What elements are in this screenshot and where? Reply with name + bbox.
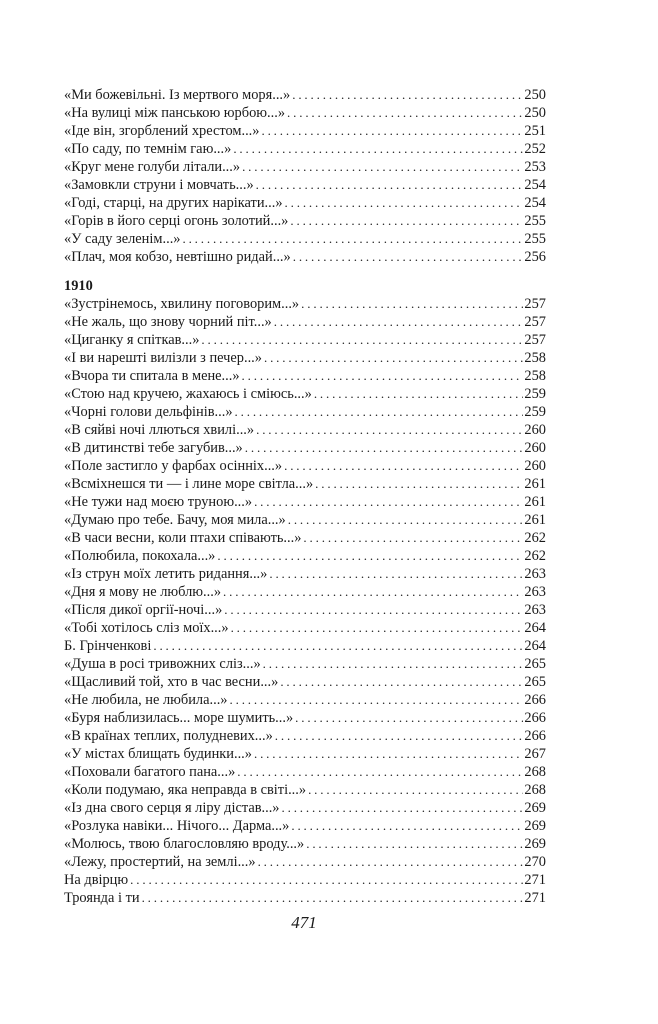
toc-entry-page: 262 [524,548,546,564]
toc-entry-title: «Поле застигло у фарбах осінніх...» [64,458,283,474]
dot-leader [274,313,524,331]
dot-leader [263,655,524,673]
toc-entry [64,331,546,349]
toc-entry-page: 264 [524,620,546,636]
toc-entry-page: 269 [524,800,546,816]
toc-entry-title: «Ми божевільні. Із мертвого моря...» [64,87,291,103]
toc-entry [64,230,546,248]
toc-entry [64,565,546,583]
dot-leader [230,691,524,709]
toc-entry [64,691,546,709]
toc-entry-title: «Буря наблизилась... море шумить...» [64,710,294,726]
dot-leader [292,86,523,104]
toc-entry-page: 263 [524,602,546,618]
toc-entry-title: «Іде він, згорблений хрестом...» [64,123,260,139]
dot-leader [280,673,523,691]
toc-entry-title: «Тобі хотілось сліз моїх...» [64,620,229,636]
toc-entry [64,673,546,691]
dot-leader [235,403,524,421]
toc-entry-page: 254 [524,177,546,193]
toc-entry-title: На двірцю [64,872,129,888]
toc-entry-title: «У саду зеленім...» [64,231,181,247]
toc-entry-title: «Із дна свого серця я ліру дістав...» [64,800,280,816]
toc-entry-page: 262 [524,530,546,546]
toc-entry-page: 261 [524,512,546,528]
toc-entry-title: «Циганку я спіткав...» [64,332,200,348]
toc-entry [64,529,546,547]
toc-group-2 [64,295,546,907]
dot-leader [315,475,523,493]
toc-entry [64,194,546,212]
toc-entry [64,212,546,230]
toc-entry-title: Троянда і ти [64,890,140,906]
dot-leader [231,619,524,637]
toc-entry [64,158,546,176]
dot-leader [201,331,523,349]
toc-entry-page: 264 [524,638,546,654]
dot-leader [217,547,523,565]
toc-entry-title: «Плач, моя кобзо, невтішно ридай...» [64,249,291,265]
toc-entry [64,763,546,781]
dot-leader [258,853,524,871]
dot-leader [285,194,524,212]
toc-entry-page: 269 [524,836,546,852]
dot-leader [223,583,523,601]
toc-entry-title: «Годі, старці, на других нарікати...» [64,195,283,211]
toc-entry-title: «Не любила, не любила...» [64,692,228,708]
toc-entry-page: 260 [524,422,546,438]
toc-entry-page: 255 [524,213,546,229]
dot-leader [242,367,524,385]
toc-entry-title: «Після дикої оргії-ночі...» [64,602,223,618]
toc-entry-title: «У містах блищать будинки...» [64,746,252,762]
toc-entry-title: «В дитинстві тебе загубив...» [64,440,243,456]
toc-entry-page: 266 [524,728,546,744]
dot-leader [291,817,523,835]
toc-entry [64,853,546,871]
toc-entry-title: «Не жаль, що знову чорний піт...» [64,314,272,330]
table-of-contents [64,86,546,907]
toc-entry-page: 265 [524,674,546,690]
dot-leader [284,457,523,475]
toc-entry-title: «Коли подумаю, яка неправда в світі...» [64,782,307,798]
toc-entry-page: 271 [524,872,546,888]
toc-entry-title: «Зустрінемось, хвилину поговорим...» [64,296,300,312]
dot-leader [261,122,523,140]
dot-leader [264,349,523,367]
toc-entry-title: «В країнах теплих, полудневих...» [64,728,273,744]
toc-entry-page: 268 [524,782,546,798]
toc-entry [64,176,546,194]
toc-entry [64,439,546,457]
toc-entry-page: 259 [524,386,546,402]
page-number: 471 [291,913,317,932]
toc-entry-page: 268 [524,764,546,780]
toc-entry-title: «Полюбила, покохала...» [64,548,216,564]
toc-entry-page: 253 [524,159,546,175]
toc-entry-page: 250 [524,87,546,103]
toc-entry-title: «Розлука навіки... Нічого... Дарма...» [64,818,290,834]
toc-entry-page: 260 [524,440,546,456]
toc-entry-page: 269 [524,818,546,834]
toc-entry-page: 258 [524,350,546,366]
dot-leader [245,439,524,457]
toc-entry-page: 265 [524,656,546,672]
dot-leader [256,176,524,194]
toc-entry [64,248,546,266]
dot-leader [142,889,524,907]
toc-entry-page: 270 [524,854,546,870]
toc-entry [64,403,546,421]
toc-entry-title: «Горів в його серці огонь золотий...» [64,213,289,229]
toc-entry-title: «На вулиці між панською юрбою...» [64,105,286,121]
toc-entry-title: Б. Грінченкові [64,638,152,654]
toc-entry-title: «Душа в росі тривожних сліз...» [64,656,261,672]
toc-entry [64,122,546,140]
toc-group-1 [64,86,546,266]
dot-leader [254,745,523,763]
toc-entry [64,835,546,853]
toc-entry-page: 256 [524,249,546,265]
toc-entry [64,104,546,122]
toc-entry-page: 254 [524,195,546,211]
dot-leader [290,212,523,230]
toc-entry-title: «Думаю про тебе. Бачу, моя мила...» [64,512,286,528]
toc-entry-page: 271 [524,890,546,906]
dot-leader [288,511,524,529]
dot-leader [282,799,524,817]
toc-entry-title: «Не тужи над моєю труною...» [64,494,253,510]
toc-entry-title: «В сяйві ночі ллються хвилі...» [64,422,255,438]
toc-entry [64,655,546,673]
toc-entry [64,493,546,511]
toc-entry-title: «Чорні голови дельфінів...» [64,404,233,420]
toc-entry-page: 257 [524,296,546,312]
toc-entry [64,511,546,529]
toc-entry [64,745,546,763]
dot-leader [293,248,524,266]
dot-leader [306,835,523,853]
toc-entry-page: 263 [524,584,546,600]
dot-leader [308,781,523,799]
dot-leader [233,140,523,158]
toc-entry-title: «Молюсь, твою благословляю вроду...» [64,836,305,852]
toc-entry [64,140,546,158]
dot-leader [130,871,523,889]
toc-entry-page: 263 [524,566,546,582]
toc-entry-title: «Круг мене голуби літали...» [64,159,241,175]
dot-leader [303,529,523,547]
toc-entry [64,709,546,727]
toc-entry [64,367,546,385]
dot-leader [224,601,523,619]
toc-entry [64,421,546,439]
toc-entry-page: 258 [524,368,546,384]
dot-leader [237,763,523,781]
toc-entry-page: 257 [524,332,546,348]
dot-leader [256,421,523,439]
toc-entry [64,799,546,817]
toc-entry [64,86,546,104]
toc-entry-title: «По саду, по темнім гаю...» [64,141,232,157]
dot-leader [287,104,523,122]
toc-entry [64,601,546,619]
toc-entry-page: 252 [524,141,546,157]
toc-entry-page: 266 [524,710,546,726]
dot-leader [254,493,523,511]
toc-entry [64,637,546,655]
toc-entry-title: «І ви нарешті вилізли з печер...» [64,350,262,366]
toc-entry-page: 266 [524,692,546,708]
dot-leader [275,727,524,745]
dot-leader [269,565,523,583]
toc-entry-page: 261 [524,494,546,510]
toc-entry-page: 250 [524,105,546,121]
toc-entry [64,619,546,637]
toc-entry-title: «Із струн моїх летить ридання...» [64,566,268,582]
dot-leader [153,637,523,655]
toc-entry [64,349,546,367]
dot-leader [301,295,523,313]
toc-entry [64,385,546,403]
toc-entry [64,295,546,313]
toc-entry-page: 257 [524,314,546,330]
toc-entry [64,871,546,889]
toc-entry-title: «Щасливий той, хто в час весни...» [64,674,279,690]
toc-entry-page: 255 [524,231,546,247]
year-heading: 1910 [64,278,93,294]
toc-entry-title: «Всміхнешся ти — і лине море світла...» [64,476,314,492]
toc-entry [64,547,546,565]
toc-entry [64,583,546,601]
dot-leader [242,158,523,176]
dot-leader [314,385,524,403]
toc-entry-page: 260 [524,458,546,474]
toc-entry [64,781,546,799]
toc-entry [64,313,546,331]
dot-leader [182,230,523,248]
toc-entry-title: «Поховали багатого пана...» [64,764,236,780]
toc-entry [64,475,546,493]
dot-leader [295,709,523,727]
toc-entry-title: «Дня я мову не люблю...» [64,584,222,600]
toc-entry-title: «Стою над кручею, жахаюсь і сміюсь...» [64,386,312,402]
toc-entry-title: «Замовкли струни і мовчать...» [64,177,254,193]
toc-entry [64,457,546,475]
toc-entry-title: «В часи весни, коли птахи співають...» [64,530,302,546]
toc-entry-title: «Лежу, простертий, на землі...» [64,854,256,870]
toc-entry-page: 261 [524,476,546,492]
toc-entry [64,727,546,745]
toc-entry-page: 259 [524,404,546,420]
toc-entry-page: 267 [524,746,546,762]
toc-entry-page: 251 [524,123,546,139]
toc-entry [64,889,546,907]
toc-entry-title: «Вчора ти спитала в мене...» [64,368,240,384]
toc-entry [64,817,546,835]
